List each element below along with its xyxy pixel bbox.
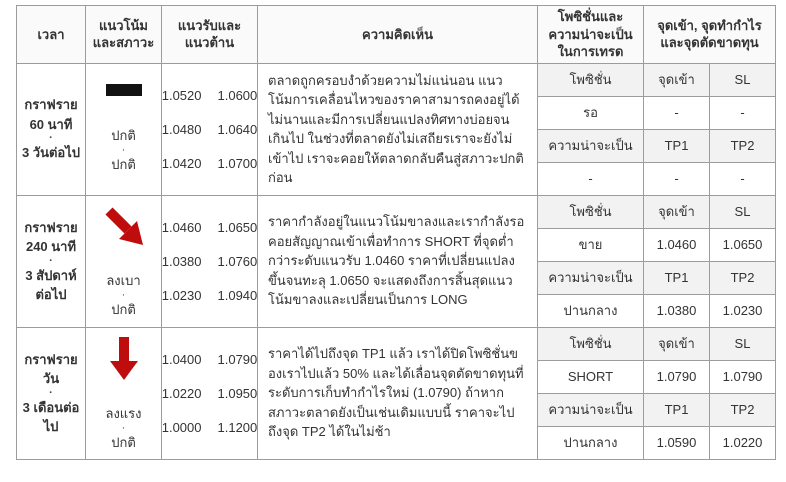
probability-label: ความน่าจะเป็น — [538, 393, 644, 426]
time-frame: กราฟรายวัน — [24, 351, 78, 387]
tp1-value: - — [644, 162, 710, 195]
position-label: โพซิชั่น — [538, 195, 644, 228]
dot-separator: · — [121, 143, 126, 156]
resistance-level: 1.0700 — [217, 155, 258, 171]
support-level: 1.0000 — [161, 419, 202, 435]
support-level: 1.0420 — [161, 155, 202, 171]
dot-separator: · — [49, 386, 53, 399]
table-row — [17, 63, 776, 96]
down-arrow-icon — [102, 334, 146, 382]
time-frame: กราฟราย 60 นาที — [24, 97, 78, 132]
flat-trend-icon — [106, 84, 142, 96]
comment-cell: ราคาได้ไปถึงจุด TP1 แล้ว เราได้ปิดโพซิชั่นของเราไปแล้ว 50% และได้เลื่อนจุดตัดขาดทุนที่ระดับการเก็บทำกำไรใหม่ (1.0790) ถ้าหากสภาวะตลาดยังเป็นเช่นเดิมแบบนี้ ราคาจะไปถึงจุด TP2 ได้ในไม่ช้า — [258, 327, 538, 459]
level-pair — [161, 287, 258, 303]
trend-wrap — [90, 334, 157, 452]
sl-label: SL — [710, 195, 776, 228]
tp2-value: 1.0230 — [710, 294, 776, 327]
support-level: 1.0520 — [161, 87, 202, 103]
probability-value: ปานกลาง — [538, 294, 644, 327]
trading-analysis-table — [16, 5, 776, 460]
level-pair — [161, 87, 258, 103]
probability-value: ปานกลาง — [538, 426, 644, 459]
trend-strength: ปกติ — [111, 128, 136, 144]
level-pair — [161, 253, 258, 269]
trend-condition: ปกติ — [111, 301, 136, 317]
time-cell — [17, 327, 86, 459]
trend-cell — [86, 63, 162, 195]
level-pair — [161, 155, 258, 171]
time-frame: กราฟราย 240 นาที — [24, 219, 78, 255]
support-level: 1.0230 — [161, 287, 202, 303]
level-pair — [161, 385, 258, 401]
tp1-value: 1.0380 — [644, 294, 710, 327]
resistance-level: 1.0790 — [217, 351, 258, 367]
probability-label: ความน่าจะเป็น — [538, 129, 644, 162]
position-label: โพซิชั่น — [538, 327, 644, 360]
time-horizon: 3 เดือนต่อไป — [22, 399, 80, 435]
probability-label: ความน่าจะเป็น — [538, 261, 644, 294]
sl-value: - — [710, 96, 776, 129]
header-levels: แนวรับและแนวต้าน — [162, 6, 258, 64]
level-pair — [161, 419, 258, 435]
support-level: 1.0220 — [161, 385, 202, 401]
sl-value: 1.0650 — [710, 228, 776, 261]
trend-cell — [86, 195, 162, 327]
time-cell — [17, 195, 86, 327]
support-level: 1.0460 — [161, 219, 202, 235]
trend-strength: ลงเบา — [106, 273, 141, 289]
entry-label: จุดเข้า — [644, 63, 710, 96]
comment-cell: ตลาดถูกครอบงำด้วยความไม่แน่นอน แนวโน้มการเคลื่อนไหวของราคาสามารถคงอยู่ได้ไม่นานและมีการเปลี่ยนแปลงทิศทางบ่อยจนเกินไป ในช่วงที่ตลาดยังไม่เสถียรเราจะยังไม่เข้าไป เราจะคอยให้ตลาดกลับคืนสู่สภาวะปกติก่อน — [258, 63, 538, 195]
dot-separator: · — [49, 132, 53, 145]
dot-separator: · — [121, 288, 126, 301]
time-cell — [17, 63, 86, 195]
dot-separator: · — [49, 254, 53, 267]
probability-value: - — [538, 162, 644, 195]
resistance-level: 1.0940 — [217, 287, 258, 303]
trend-cell — [86, 327, 162, 459]
position-value: ขาย — [538, 228, 644, 261]
sl-label: SL — [710, 327, 776, 360]
trend-condition: ปกติ — [111, 156, 136, 172]
time-horizon: 3 สัปดาห์ต่อไป — [25, 267, 77, 303]
entry-value: 1.0790 — [644, 360, 710, 393]
support-level: 1.0400 — [161, 351, 202, 367]
tp1-label: TP1 — [644, 261, 710, 294]
header-trend: แนวโน้มและสภาวะ — [86, 6, 162, 64]
level-pair — [161, 121, 258, 137]
tp2-label: TP2 — [710, 129, 776, 162]
resistance-level: 1.0950 — [217, 385, 258, 401]
trend-wrap — [90, 203, 157, 319]
entry-label: จุดเข้า — [644, 195, 710, 228]
resistance-level: 1.0600 — [217, 87, 258, 103]
entry-label: จุดเข้า — [644, 327, 710, 360]
table-header-row — [17, 6, 776, 64]
table-row — [17, 195, 776, 228]
trend-condition: ปกติ — [111, 434, 136, 450]
position-label: โพซิชั่น — [538, 63, 644, 96]
position-value: รอ — [538, 96, 644, 129]
comment-cell: ราคากำลังอยู่ในแนวโน้มขาลงและเรากำลังรอคอยสัญญาณเข้าเพื่อทำการ SHORT ที่จุดต่ำกว่าระดับแนวรับ 1.0460 ราคาที่เปลี่ยนแปลงขึ้นจนทะลุ 1.0650 จะแสดงถึงการสิ้นสุดแนวโน้มขาลงและเปลี่ยนเป็นการ LONG — [258, 195, 538, 327]
resistance-level: 1.0650 — [217, 219, 258, 235]
trend-wrap — [90, 84, 157, 174]
tp2-value: - — [710, 162, 776, 195]
header-entry-tp-sl: จุดเข้า, จุดทำกำไรและจุดตัดขาดทุน — [644, 6, 776, 64]
sl-label: SL — [710, 63, 776, 96]
tp2-label: TP2 — [710, 261, 776, 294]
time-horizon: 3 วันต่อไป — [21, 145, 81, 161]
tp1-label: TP1 — [644, 129, 710, 162]
tp2-value: 1.0220 — [710, 426, 776, 459]
resistance-level: 1.1200 — [217, 419, 258, 435]
levels-cell — [162, 195, 258, 327]
tp1-value: 1.0590 — [644, 426, 710, 459]
trend-strength: ลงแรง — [105, 406, 142, 422]
entry-value: - — [644, 96, 710, 129]
support-level: 1.0380 — [161, 253, 202, 269]
tp2-label: TP2 — [710, 393, 776, 426]
levels-cell — [162, 63, 258, 195]
level-pair — [161, 219, 258, 235]
support-level: 1.0480 — [161, 121, 202, 137]
level-pair — [161, 351, 258, 367]
resistance-level: 1.0760 — [217, 253, 258, 269]
levels-cell — [162, 327, 258, 459]
sl-value: 1.0790 — [710, 360, 776, 393]
tp1-label: TP1 — [644, 393, 710, 426]
table-row — [17, 327, 776, 360]
down-right-arrow-icon — [101, 203, 147, 249]
header-comment: ความคิดเห็น — [258, 6, 538, 64]
position-value: SHORT — [538, 360, 644, 393]
dot-separator: · — [121, 421, 126, 434]
header-position: โพซิชั่นและความน่าจะเป็นในการเทรด — [538, 6, 644, 64]
entry-value: 1.0460 — [644, 228, 710, 261]
header-time: เวลา — [17, 6, 86, 64]
resistance-level: 1.0640 — [217, 121, 258, 137]
